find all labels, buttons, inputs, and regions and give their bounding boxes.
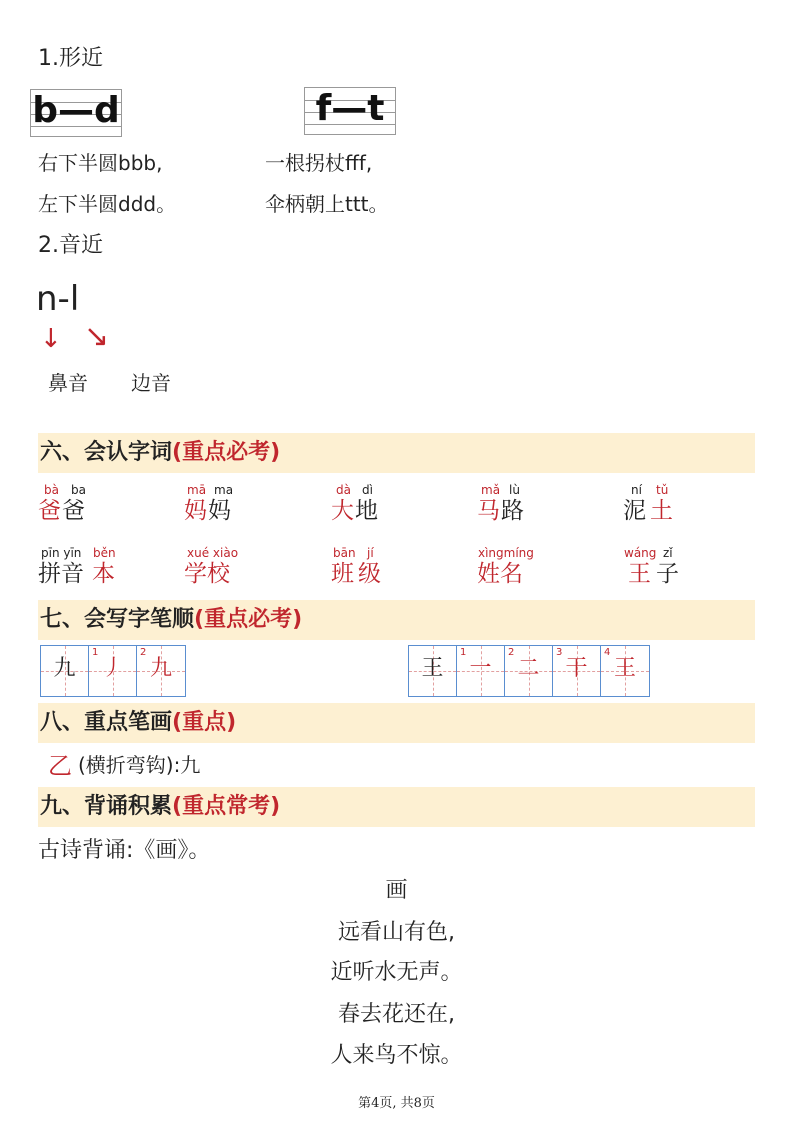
pinyin: lù: [509, 483, 520, 497]
rhyme-t-line: 伞柄朝上ttt。: [265, 192, 389, 216]
pinyin-red: xìngmíng: [478, 546, 534, 560]
stroke-henzhewangou-icon: 乙: [48, 752, 72, 780]
arrow-down-right-icon: ↘: [84, 319, 110, 354]
word-char-red: 妈: [184, 498, 207, 524]
pinyin-red: tǔ: [656, 483, 669, 497]
word-char: 妈: [208, 498, 231, 524]
word-char-red: 级: [358, 561, 381, 587]
pinyin: ní: [631, 483, 642, 497]
section-eight-title: 八、重点笔画: [40, 710, 173, 735]
section-nine-tag: (重点常考): [172, 794, 281, 819]
stroke-cell: [505, 646, 553, 696]
word-char-red: 马: [477, 498, 500, 524]
rhyme-d-line: 左下半圆ddd。: [38, 192, 177, 216]
stroke-number: 1: [460, 647, 467, 658]
word-char: 路: [501, 498, 524, 524]
letter-pair-n-l: n-l: [36, 279, 80, 319]
stroke-cell: [457, 646, 505, 696]
pinyin-red: wáng: [624, 546, 657, 560]
stroke-grid-jiu: [40, 645, 186, 697]
pinyin: ba: [71, 483, 86, 497]
stroke-cell: [409, 646, 457, 696]
section-header-nine: [38, 787, 755, 827]
pinyin-red: dà: [336, 483, 351, 497]
stroke-char: 王: [421, 656, 444, 681]
section-six-title: 六、会认字词: [40, 440, 173, 465]
stroke-cell: [89, 646, 137, 696]
arrow-down-icon: ↓: [40, 324, 62, 354]
rhyme-b-line: 右下半圆bbb,: [38, 151, 163, 175]
section-header-seven: [38, 600, 755, 640]
poem-line: 近听水无声。: [330, 960, 463, 985]
word-char-red: 本: [92, 561, 115, 587]
word-char: 爸: [62, 498, 85, 524]
stroke-cell: [553, 646, 601, 696]
stroke-char: 王: [613, 656, 636, 681]
word-char: 拼音: [38, 561, 84, 587]
pinyin-red: mǎ: [481, 483, 501, 497]
poem-line: 人来鸟不惊。: [330, 1043, 463, 1068]
letter-pair-f-t: f—t: [315, 88, 385, 129]
letter-pair-b-d: b—d: [32, 90, 120, 131]
word-char-red: 王: [628, 561, 651, 587]
poem-intro: 古诗背诵:《画》。: [38, 838, 211, 863]
pinyin: dì: [362, 483, 373, 497]
word-char: 地: [355, 498, 378, 524]
word-char-red: 班: [331, 561, 354, 587]
stroke-cell: [41, 646, 89, 696]
word-char: 子: [656, 561, 679, 587]
similar-shape-title: 1.形近: [38, 46, 103, 71]
pinyin-red: běn: [93, 546, 116, 560]
stroke-description: (横折弯钩):九: [78, 753, 201, 777]
similar-sound-title: 2.音近: [38, 233, 103, 258]
stroke-cell: [137, 646, 185, 696]
section-header-eight: [38, 703, 755, 743]
stroke-number: 4: [604, 647, 611, 658]
section-six-tag: (重点必考): [172, 440, 281, 465]
page-footer: 第4页, 共8页: [358, 1096, 435, 1111]
letter-box-f-t: [304, 87, 396, 135]
stroke-grid-wang: [408, 645, 650, 697]
pinyin-red: mā: [187, 483, 207, 497]
stroke-char: 丿: [101, 656, 124, 681]
word-char-red: 爸: [38, 498, 61, 524]
stroke-char: 一: [469, 656, 492, 681]
pinyin-red: bān: [333, 546, 356, 560]
stroke-number: 2: [508, 647, 515, 658]
stroke-char: 二: [517, 656, 540, 681]
stroke-char: 九: [149, 656, 172, 681]
pinyin: ma: [214, 483, 234, 497]
letter-box-b-d: [30, 89, 122, 137]
stroke-number: 1: [92, 647, 99, 658]
nasal-label: 鼻音: [48, 371, 88, 395]
stroke-cell: [601, 646, 649, 696]
pinyin: zǐ: [663, 546, 673, 560]
word-char-red: 大: [331, 498, 354, 524]
pinyin-red: bà: [44, 483, 59, 497]
lateral-label: 边音: [131, 371, 171, 395]
poem-line: 远看山有色,: [338, 920, 455, 945]
pinyin: pīn yīn: [41, 546, 82, 560]
section-seven-tag: (重点必考): [194, 607, 303, 632]
word-char: 泥: [623, 498, 646, 524]
pinyin-red: jí: [367, 546, 374, 560]
stroke-number: 2: [140, 647, 147, 658]
poem-line: 春去花还在,: [338, 1002, 455, 1027]
word-char-red: 姓名: [477, 561, 523, 587]
word-char-red: 土: [650, 498, 673, 524]
stroke-char: 九: [53, 656, 76, 681]
pinyin-red: xué xiào: [187, 546, 239, 560]
section-nine-title: 九、背诵积累: [40, 794, 173, 819]
word-char-red: 学校: [184, 561, 230, 587]
section-header-six: [38, 433, 755, 473]
section-eight-tag: (重点): [172, 710, 237, 735]
section-seven-title: 七、会写字笔顺: [40, 607, 195, 632]
poem-title: 画: [385, 878, 408, 903]
stroke-number: 3: [556, 647, 563, 658]
rhyme-f-line: 一根拐杖fff,: [265, 151, 373, 175]
stroke-char: 干: [565, 656, 588, 681]
